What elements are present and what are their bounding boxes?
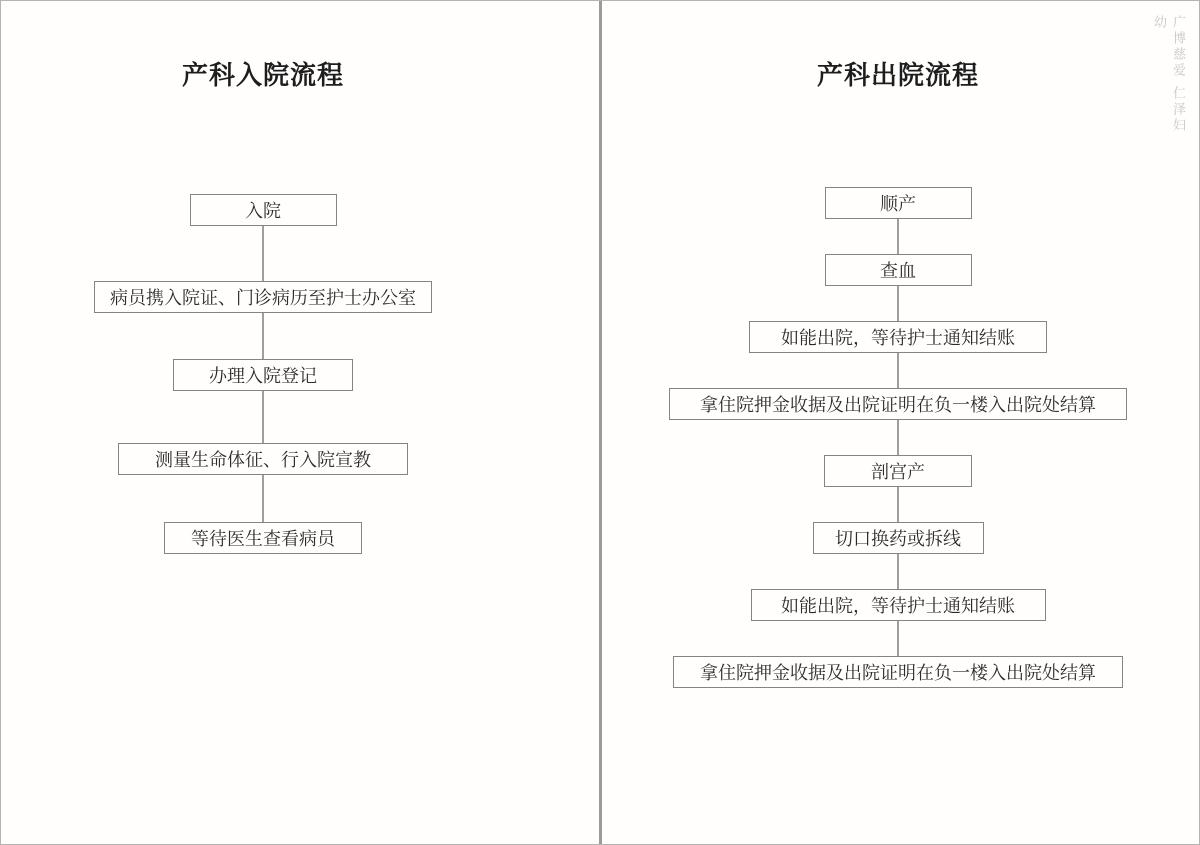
flow-node-discharge-3: 如能出院，等待护士通知结账 bbox=[749, 321, 1047, 353]
flow-connector bbox=[897, 219, 899, 254]
flow-node-discharge-8: 拿住院押金收据及出院证明在负一楼入出院处结算 bbox=[673, 656, 1123, 688]
admission-flow-title: 产科入院流程 bbox=[181, 61, 344, 91]
flow-node-admission-2: 病员携入院证、门诊病历至护士办公室 bbox=[94, 281, 432, 313]
flow-node-discharge-2: 查血 bbox=[825, 254, 972, 286]
flow-node-discharge-7: 如能出院，等待护士通知结账 bbox=[751, 589, 1046, 621]
flow-connector bbox=[897, 621, 899, 656]
flow-node-discharge-5: 剖宫产 bbox=[824, 455, 972, 487]
discharge-flow-title: 产科出院流程 bbox=[816, 61, 979, 91]
flow-connector bbox=[897, 286, 899, 321]
flow-connector bbox=[262, 226, 264, 281]
flow-connector bbox=[897, 420, 899, 455]
flow-node-admission-5: 等待医生查看病员 bbox=[164, 522, 362, 554]
flow-node-discharge-6: 切口换药或拆线 bbox=[813, 522, 984, 554]
watermark-text: 广博慈爱 仁泽妇幼 bbox=[1151, 15, 1185, 135]
flow-node-admission-3: 办理入院登记 bbox=[173, 359, 353, 391]
flow-connector bbox=[262, 475, 264, 522]
flow-connector bbox=[897, 487, 899, 522]
flow-connector bbox=[897, 353, 899, 388]
flow-node-admission-1: 入院 bbox=[190, 194, 337, 226]
flow-connector bbox=[262, 313, 264, 359]
page-divider bbox=[599, 1, 602, 844]
flow-node-admission-4: 测量生命体征、行入院宣教 bbox=[118, 443, 408, 475]
flow-node-discharge-4: 拿住院押金收据及出院证明在负一楼入出院处结算 bbox=[669, 388, 1127, 420]
flow-node-discharge-1: 顺产 bbox=[825, 187, 972, 219]
discharge-flowchart bbox=[641, 187, 1155, 688]
flow-connector bbox=[897, 554, 899, 589]
flow-connector bbox=[262, 391, 264, 443]
admission-flowchart bbox=[21, 194, 505, 554]
